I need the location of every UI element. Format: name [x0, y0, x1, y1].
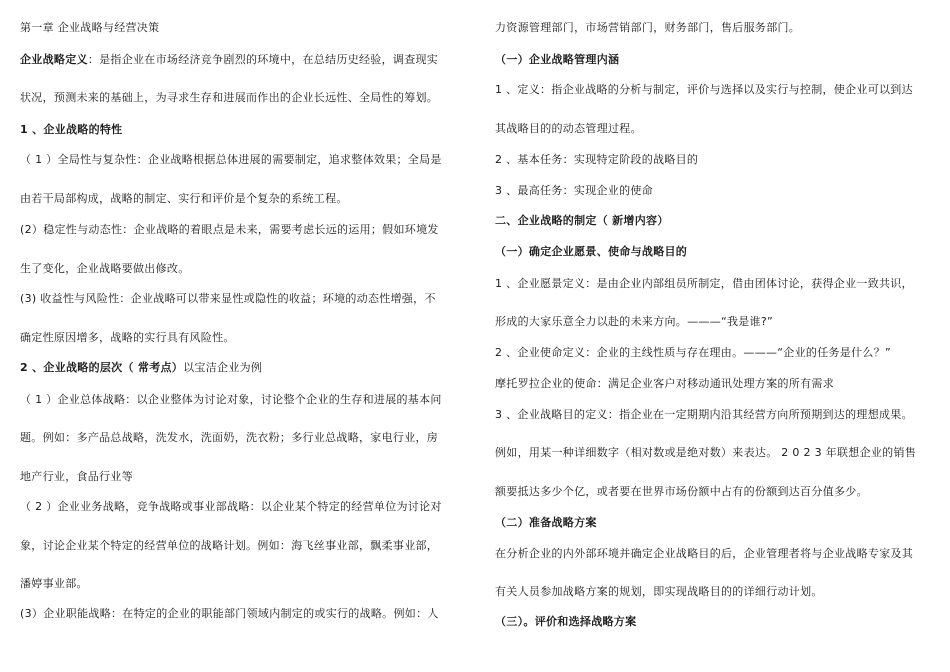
body-text: 确定性原因增多，战略的实行具有风险性。 [20, 331, 235, 344]
body-text: 在分析企业的内外部环境并确定企业战略目的后，企业管理者将与企业战略专家及其 [495, 547, 914, 560]
text-line [495, 53, 619, 67]
text-line [495, 377, 834, 391]
text-line [20, 431, 438, 445]
body-text: 1 、企业愿景定义：是由企业内部组员所制定，借由团体讨论，获得企业一致共识， [495, 277, 913, 290]
body-text: ：是指企业在市场经济竞争剧烈的环境中，在总结历史经验，调查现实 [87, 53, 439, 66]
text-line [20, 91, 438, 105]
text-line [20, 539, 438, 553]
text-line [20, 123, 122, 137]
text-line [495, 184, 653, 198]
text-line [20, 262, 190, 276]
text-line [20, 607, 439, 621]
heading-text: （二）准备战略方案 [495, 516, 597, 529]
heading-text: （三）。评价和选择战略方案 [495, 615, 637, 628]
text-line [495, 485, 868, 499]
text-line [20, 577, 88, 591]
text-line [20, 500, 442, 514]
text-line [495, 547, 913, 561]
body-text: 力资源管理部门，市场营销部门，财务部门，售后服务部门。 [495, 21, 801, 34]
heading-text: 二、企业战略的制定（ 新增内容） [495, 214, 669, 227]
body-text: 地产行业，食品行业等 [20, 470, 133, 483]
body-text: 2 、基本任务：实现特定阶段的战略目的 [495, 153, 699, 166]
text-line [20, 53, 438, 67]
body-text: （ 2 ）企业业务战略，竞争战略或事业部战略：以企业某个特定的经营单位为讨论对 [20, 500, 442, 513]
body-text: 生了变化，企业战略要做出修改。 [20, 262, 190, 275]
text-line [20, 361, 262, 375]
text-line [495, 585, 823, 599]
body-text: 2 、企业使命定义：企业的主线性质与存在理由。———“企业的任务是什么？” [495, 346, 891, 359]
text-line [495, 446, 916, 460]
body-text: 3 、企业战略目的定义：指企业在一定期期内沿其经营方向所预期到达的理想成果。 [495, 408, 913, 421]
body-text: （ 1 ）企业总体战略：以企业整体为讨论对象，讨论整个企业的生存和进展的基本问 [20, 393, 442, 406]
body-text: 以宝洁企业为例 [183, 361, 263, 374]
body-text: 3 、最高任务：实现企业的使命 [495, 184, 653, 197]
text-line [495, 21, 800, 35]
text-line [495, 408, 913, 422]
body-text: 状况，预测未来的基础上，为寻求生存和进展而作出的企业长远性、全局性的筹划。 [20, 91, 439, 104]
text-line [20, 21, 159, 35]
heading-text: （一）企业战略管理内涵 [495, 53, 620, 66]
text-line [20, 153, 442, 167]
heading-text: （一）确定企业愿景、使命与战略目的 [495, 245, 688, 258]
text-line [495, 346, 891, 360]
heading-text: 2 、企业战略的层次（ 常考点） [20, 361, 184, 374]
text-line [20, 331, 235, 345]
body-text: 1 、定义：指企业战略的分析与制定，评价与选择以及实行与控制，使企业可以到达 [495, 83, 913, 96]
body-text: 其战略目的的动态管理过程。 [495, 122, 642, 135]
body-text: 摩托罗拉企业的使命：满足企业客户对移动通讯处理方案的所有需求 [495, 377, 834, 390]
text-line [495, 315, 773, 329]
heading-text: 企业战略定义 [20, 53, 88, 66]
body-text: 有关人员参加战略方案的规划，即实现战略目的的详细行动计划。 [495, 585, 823, 598]
body-text: (3) 收益性与风险性：企业战略可以带来显性或隐性的收益；环境的动态性增强，不 [20, 292, 436, 305]
body-text: 潘婷事业部。 [20, 577, 88, 590]
text-line [495, 245, 687, 259]
body-text: 形成的大家乐意全力以赴的未来方向。———“我是谁?” [495, 315, 774, 328]
text-line [495, 122, 642, 136]
text-line [20, 223, 439, 237]
body-text: 题。例如：多产品总战略，洗发水，洗面奶，洗衣粉；多行业总战略，家电行业，房 [20, 431, 439, 444]
body-text: 象，讨论企业某个特定的经营单位的战略计划。例如：海飞丝事业部，飘柔事业部， [20, 539, 439, 552]
text-line [20, 393, 442, 407]
body-text: （ 1 ）全局性与复杂性：企业战略根据总体进展的需要制定，追求整体效果；全局是 [20, 153, 442, 166]
body-text: 例如，用某一种详细数字（相对数或是绝对数）来表达。 2 0 2 3 年联想企业的销售 [495, 446, 917, 459]
body-text: 额要抵达多少个亿，或者要在世界市场份额中占有的份额到达百分值多少。 [495, 485, 868, 498]
text-line [495, 277, 913, 291]
text-line [495, 516, 597, 530]
text-line [495, 153, 698, 167]
text-line [20, 292, 436, 306]
text-line [20, 192, 348, 206]
body-text: 第一章 企业战略与经营决策 [20, 21, 160, 34]
heading-text: 1 、企业战略的特性 [20, 123, 123, 136]
text-line [495, 615, 636, 629]
body-text: (2）稳定性与动态性：企业战略的着眼点是未来，需要考虑长远的运用；假如环境发 [20, 223, 439, 236]
body-text: (3）企业职能战略：在特定的企业的职能部门领域内制定的或实行的战略。例如：人 [20, 607, 439, 620]
text-line [20, 470, 133, 484]
body-text: 由若干局部构成，战略的制定、实行和评价是个复杂的系统工程。 [20, 192, 348, 205]
text-line [495, 214, 669, 228]
text-line [495, 83, 913, 97]
